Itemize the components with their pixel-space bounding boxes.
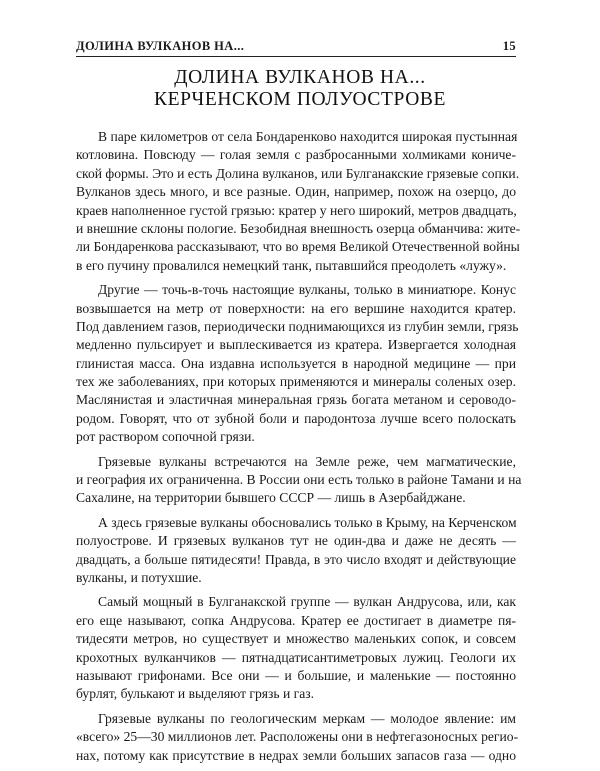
- chapter-title-line-1: ДОЛИНА ВУЛКАНОВ НА...: [174, 67, 426, 88]
- text-line: его еще называют, сопка Андрусова. Кратер ее достигает в диаметре пя-: [76, 612, 516, 628]
- page-number: 15: [502, 39, 516, 53]
- text-line: глинистая масса. Она издавна используется в народной медицине — при: [76, 355, 516, 371]
- running-title: ДОЛИНА ВУЛКАНОВ НА...: [76, 39, 245, 53]
- text-line: Вулканов здесь много, и все разные. Один, например, похож на озерцо, до: [76, 184, 516, 200]
- text-line: А здесь грязевые вулканы обосновались только в Крыму, на Керченском: [98, 514, 517, 530]
- text-line: ли Бондаренкова рассказывают, что во время Великой Отечественной войны: [76, 239, 520, 255]
- text-line: бурлят, булькают и выделяют грязь и газ.: [76, 686, 315, 702]
- header-rule: [76, 56, 516, 57]
- text-line: Маслянистая и эластичная минеральная грязь богата метаном и сероводо-: [76, 392, 516, 408]
- text-line: в его пучину провалился немецкий танк, пытавшийся преодолеть «лужу».: [76, 257, 507, 273]
- text-line: медленно пульсирует и выплескивается из кратера. Извергается холодная: [76, 337, 516, 353]
- text-line: тидесяти метров, но существует и множество маленьких сопок, и совсем: [76, 631, 516, 647]
- text-line: В паре километров от села Бондаренково находится широкая пустынная: [98, 129, 518, 144]
- running-header: [76, 36, 516, 54]
- paragraph: [76, 281, 519, 447]
- paragraph: [76, 128, 521, 275]
- text-line: называют грифонами. Все они — и большие, и маленькие — постоянно: [76, 667, 516, 683]
- text-line: Под давлением газов, периодически поднимающихся из глубин земли, грязь: [76, 318, 519, 334]
- text-line: и география их ограниченна. В России они есть только в районе Тамани и на: [76, 472, 522, 488]
- paragraph: [76, 514, 516, 588]
- chapter-title-line-2: КЕРЧЕНСКОМ ПОЛУОСТРОВЕ: [153, 89, 447, 110]
- text-line: родом. Говорят, что от зубной боли и пародонтоза лучше всего полоскать: [76, 410, 516, 426]
- text-line: крохотных вулканчиков — пятнадцатисантиметровых лужиц. Геологи их: [76, 649, 516, 665]
- text-line: Грязевые вулканы встречаются на Земле реже, чем магматические,: [98, 453, 516, 469]
- text-line: «всего» 25—30 миллионов лет. Расположены они в нефтегазоносных регио-: [76, 729, 519, 745]
- text-line: рот раствором сопочной грязи.: [76, 429, 255, 445]
- text-line: вулканы, и потухшие.: [76, 569, 202, 585]
- paragraph: [76, 593, 516, 703]
- text-line: котловина. Повсюду — голая земля с разбросанными холмиками кониче-: [76, 147, 516, 163]
- text-line: тех же заболеваниях, при которых применяются и минералы соленых озер.: [76, 374, 516, 390]
- text-line: краев наполненное густой грязью: кратер у него широкий, метров двадцать,: [76, 202, 517, 218]
- text-line: Сахалине, на территории бывшего СССР — лишь в Азербайджане.: [76, 490, 466, 506]
- text-line: и внешние склоны пологие. Безобидная внешность озерца обманчива: жите-: [76, 220, 521, 236]
- text-line: Грязевые вулканы по геологическим меркам — молодое явление: им: [98, 710, 516, 726]
- text-line: полуострове. И грязевых вулканов тут не один-два и даже не десять —: [76, 533, 516, 549]
- text-line: нах, потому как присутствие в недрах земли больших запасов газа — одно: [76, 747, 516, 763]
- paragraph: [76, 710, 519, 765]
- text-line: двадцать, а больше пятидесяти! Правда, в это число входят и действующие: [76, 551, 516, 567]
- body-text: [76, 128, 522, 771]
- paragraph: [76, 453, 522, 508]
- text-line: Самый мощный в Булганакской группе — вулкан Андрусова, или, как: [98, 594, 516, 610]
- chapter-title: [60, 67, 540, 111]
- text-line: возвышается на метр от поверхности: на его вершине находится кратер.: [76, 300, 516, 316]
- text-line: Другие — точь-в-точь настоящие вулканы, только в миниатюре. Конус: [98, 282, 516, 298]
- text-line: ской формы. Это и есть Долина вулканов, или Булганакские грязевые сопки.: [76, 165, 520, 181]
